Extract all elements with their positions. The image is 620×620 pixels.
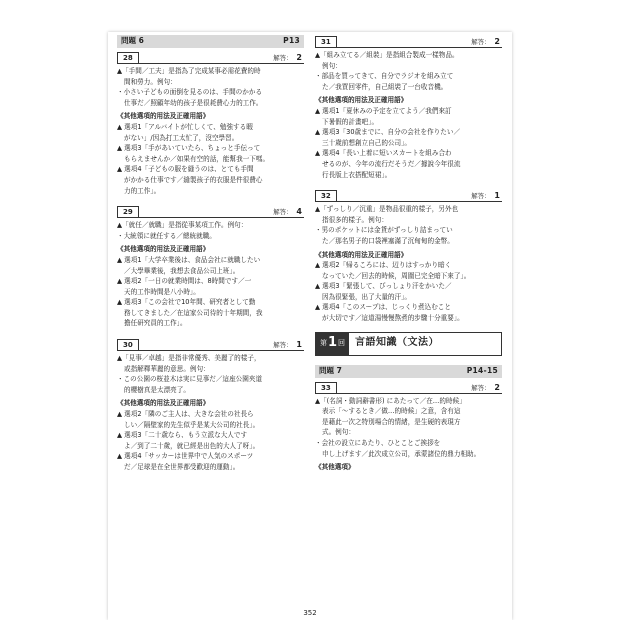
item-header-30 xyxy=(117,338,304,351)
item-header-31 xyxy=(315,35,502,48)
book-page xyxy=(108,32,512,620)
chapter-title: 言語知識（文法） xyxy=(355,337,440,349)
other-usage-heading: 《其他選項的用法及正確用語》 xyxy=(117,112,210,121)
section-title: 問題 6 xyxy=(121,36,144,46)
other-usage-heading: 《其他選項的用法及正確用語》 xyxy=(315,250,408,259)
answer-line: 解答： 2 xyxy=(471,382,500,392)
chapter-banner xyxy=(315,332,502,356)
item-number: 30 xyxy=(117,339,139,350)
right-column xyxy=(315,35,502,473)
option-3: ▲ 選項3「手があいていたら、ちょっと手伝って もらえませんか／如果有空的話，能幫我一下嗎。 xyxy=(117,144,270,163)
explanation: ▲「(名詞・動詞辭書形) にあたって／在…的時候」 表示「～するとき／做…的時候」之意，含有這 是藉此一次之特別場合的情緒，是生硬的表現方 式。例句： xyxy=(315,396,466,437)
item-number: 28 xyxy=(117,52,139,63)
other-usage-heading: 《其他選項的用法及正確用語》 xyxy=(117,245,210,254)
option-2: ▲ 選項2「帰るころには、辺りはすっかり暗く なっていた／回去的時候，周圍已完全暗下來了」。 xyxy=(315,261,471,280)
option-3: ▲ 選項3「二十歳なら、もう立派な大人です よ／到了二十歲，就已經是出色的大人了呀」。 xyxy=(117,431,260,450)
answer-value: 1 xyxy=(494,191,500,201)
option-4: ▲ 選項4「子どもの服を縫うのは、とても手間 がかかる仕事です／縫製孩子的衣服是件很費心 力的工作」。 xyxy=(117,165,263,195)
answer-line: 解答： 1 xyxy=(471,191,500,201)
example-sentence: ・会社の設立にあたり、ひとことご挨拶を 申し上げます／此次成立公司，承蒙諸位的鼎力相助。 xyxy=(315,439,481,458)
item-number: 31 xyxy=(315,36,337,47)
item-header-29 xyxy=(117,205,304,218)
example-sentence: ・小さい子どもの面倒を見るのは、手間のかかる 仕事だ／照顧年幼的孩子是很耗費心力的工作。 xyxy=(117,88,263,107)
other-usage-heading: 《其他選項的用法及正確用語》 xyxy=(315,96,408,105)
answer-line: 解答： 2 xyxy=(273,53,302,62)
item-number: 29 xyxy=(117,206,139,217)
example-sentence: ・男のポケットには金貨がずっしり詰まってい た／那名男子的口袋裡塞滿了沉甸甸的金幣。 xyxy=(315,226,454,245)
option-2: ▲ 選項2「隣のご主人は、大きな会社の社長ら しい／隔壁家的先生似乎是某大公司的社長」。 xyxy=(117,410,260,429)
option-1: ▲ 選項1「夏休みの予定を立てよう／我們來訂 下暑假的計畫吧」。 xyxy=(315,106,452,126)
section-title: 問題 7 xyxy=(319,365,342,375)
item-header-32 xyxy=(315,189,502,202)
option-3: ▲ 選項3「30歳までに、自分の会社を作りたい／ 三十歲前想創立自己的公司」。 xyxy=(315,128,461,147)
explanation: ▲「ずっしり／沉重」是物品很重的樣子，另外也 指很多的樣子。例句： xyxy=(315,205,459,224)
answer-value: 2 xyxy=(494,382,500,392)
item-header-28 xyxy=(117,51,304,64)
explanation: ▲「組み立てる／組裝」是指組合製成一樣物品。 例句： xyxy=(315,51,459,70)
chapter-number-badge: 第 1 回 xyxy=(316,333,349,355)
example-sentence: ・この公園の桜並木は実に見事だ／這座公園夾道 的櫻樹真是太漂亮了。 xyxy=(117,375,263,394)
other-options-heading: 《其他選項》 xyxy=(315,463,355,472)
option-3: ▲ 選項3「この会社で10年間、研究者として勤 務してきました／在這家公司待的十年期間，我 擔任研究員的工作」。 xyxy=(117,298,263,328)
answer-line: 解答： 1 xyxy=(273,340,302,350)
answer-line: 解答： 2 xyxy=(471,37,500,46)
answer-value: 2 xyxy=(296,53,302,62)
item-number: 32 xyxy=(315,190,337,201)
example-sentence: ・大統領に就任する／總統就職。 xyxy=(117,231,216,240)
option-4: ▲ 選項4「長い上着に短いスカートを組み合わ せるのが、今年の流行だそうだ／據說今年很流 行長版上衣搭配短裙」。 xyxy=(315,149,461,179)
answer-value: 4 xyxy=(296,207,302,217)
page-number: 352 xyxy=(303,609,317,617)
option-2: ▲ 選項2「一日の就業時間は、8時間です／一 天的工作時間是八小時」。 xyxy=(117,277,252,296)
section-page-ref: P14-15 xyxy=(466,365,498,375)
explanation: ▲「就任／就職」是指從事某項工作。例句： xyxy=(117,221,248,230)
section-header-q7 xyxy=(315,365,502,378)
answer-value: 2 xyxy=(494,37,500,46)
explanation: ▲「手間／工夫」是指為了完成某事必需花費的時 間和勞力。例句： xyxy=(117,67,261,86)
example-sentence: ・部品を買ってきて、自分でラジオを組み立て た／我買回零件，自己組裝了一台收音機。 xyxy=(315,72,454,91)
item-header-33 xyxy=(315,381,502,394)
answer-value: 1 xyxy=(296,340,302,350)
left-column xyxy=(117,35,304,473)
other-usage-heading: 《其他選項的用法及正確用語》 xyxy=(117,399,210,408)
section-header-q6 xyxy=(117,35,304,48)
item-number: 33 xyxy=(315,382,337,393)
section-page-ref: P13 xyxy=(283,36,300,46)
option-4: ▲ 選項4「このスープは、じっくり煮込むこと が大切です／這道湯慢慢熬煮的步驟十分重要」。 xyxy=(315,303,464,323)
explanation: ▲「見事／卓越」是指非常優秀、美麗了的樣子， 或指解釋華麗的意思。例句： xyxy=(117,354,261,373)
option-1: ▲ 選項1「大学卒業後は、食品会社に就職したい ／大學畢業後，我想去食品公司上班」。 xyxy=(117,255,261,275)
option-1: ▲ 選項1「アルバイトが忙しくて、勉強する暇 がない」/因為打工太忙了，沒空學習。 xyxy=(117,122,253,142)
option-3: ▲ 選項3「緊張して、びっしょり汗をかいた／ 因為很緊張，出了大量的汗」。 xyxy=(315,282,452,301)
option-4: ▲ 選項4「サッカーは世界中で人気のスポーツ だ／足球是在全世界都受歡迎的運動」。 xyxy=(117,452,254,471)
answer-line: 解答： 4 xyxy=(273,207,302,217)
